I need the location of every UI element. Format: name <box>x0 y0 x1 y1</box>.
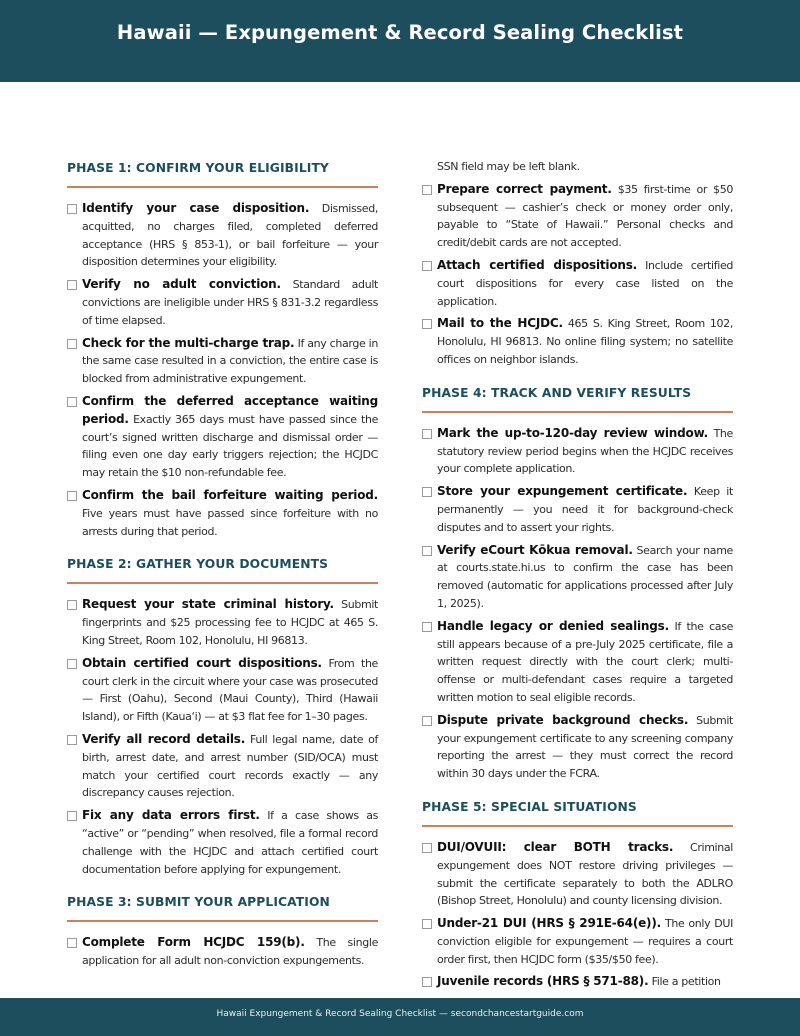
checklist-item[interactable] <box>67 655 378 726</box>
checkbox[interactable] <box>422 185 432 195</box>
item-body: The only DUI conviction eligible for expungement — requires a court order first, then HCJDC form ($35/$50 fee). <box>437 917 733 966</box>
item-lead: Prepare correct payment. <box>437 181 612 196</box>
item-body: If any charge in the same case resulted in a conviction, the entire case is blocked from administrative expungement. <box>82 336 378 386</box>
checkbox[interactable] <box>422 919 432 929</box>
checkbox[interactable] <box>422 546 432 556</box>
item-lead: Request your state criminal history. <box>82 597 334 612</box>
checklist-item[interactable] <box>422 181 733 252</box>
checkbox[interactable] <box>67 204 77 214</box>
checkbox[interactable] <box>422 261 432 271</box>
phase-4-title: PHASE 4: TRACK AND VERIFY RESULTS <box>422 383 733 413</box>
item-lead: Juvenile records (HRS § 571-88). <box>437 974 649 989</box>
item-body: The single application for all adult non-conviction expungements. <box>82 936 378 968</box>
item-lead: DUI/OVUII: clear BOTH tracks. <box>437 839 674 854</box>
item-body: Search your name at courts.state.hi.us to confirm the case has been removed (automatic for applications processed after July 1, 2025). <box>437 543 733 610</box>
item-lead: Obtain certified court dispositions. <box>82 655 322 670</box>
checklist-item[interactable] <box>67 934 378 970</box>
checklist-item[interactable] <box>422 618 733 707</box>
item-lead: Confirm the deferred acceptance waiting period. <box>82 393 378 426</box>
item-lead: Verify eCourt Kōkua removal. <box>437 542 633 557</box>
page-header <box>0 0 800 82</box>
continued-text <box>422 158 733 176</box>
item-lead: Complete Form HCJDC 159(b). <box>82 935 305 950</box>
checkbox[interactable] <box>422 716 432 726</box>
checklist-item[interactable] <box>67 276 378 329</box>
left-column <box>67 158 378 975</box>
item-body: $35 first-time or $50 subsequent — cashier’s check or money order only, payable to “State of Hawaii.” Personal checks and credit/debit cards are not accepted. <box>437 182 733 250</box>
item-lead: Identify your case disposition. <box>82 201 310 215</box>
page-footer <box>0 998 800 1036</box>
checkbox[interactable] <box>422 977 432 987</box>
checklist-item[interactable] <box>422 483 733 536</box>
item-body: If a case shows as “active” or “pending” when resolved, file a formal record challenge with the HCJDC and attach certified court documentation before applying for expungement. <box>82 809 378 876</box>
item-lead: Verify all record details. <box>82 731 246 746</box>
page-title: Hawaii — Expungement & Record Sealing Checklist <box>116 21 684 44</box>
checklist-item[interactable] <box>67 200 378 271</box>
checklist-item[interactable] <box>422 839 733 910</box>
item-body: Five years must have passed since forfeiture with no arrests during that period. <box>82 506 378 538</box>
checkbox[interactable] <box>67 735 77 745</box>
checklist-item[interactable] <box>67 731 378 802</box>
item-lead: Handle legacy or denied sealings. <box>437 618 669 633</box>
phase-5-title: PHASE 5: SPECIAL SITUATIONS <box>422 797 733 827</box>
checkbox[interactable] <box>422 429 432 439</box>
checklist-item[interactable] <box>422 257 733 310</box>
item-body: Dismissed, acquitted, no charges filed, completed deferred acceptance (HRS § 853-1), or bail forfeiture — your disposition determines your eligibility. <box>82 202 378 269</box>
checkbox[interactable] <box>67 491 77 501</box>
checklist-item[interactable] <box>422 712 733 783</box>
item-body: Include certified court dispositions for every case listed on the application. <box>437 258 733 308</box>
item-body: Keep it permanently — you need it for background-check disputes and to assert your rights. <box>437 485 733 534</box>
item-lead: Verify no adult conviction. <box>82 277 281 292</box>
checklist-item[interactable] <box>422 425 733 478</box>
item-body: From the court clerk in the circuit where your case was prosecuted — First (Oahu), Second (Maui County), Third (Hawaii Island), or Fifth (Kaua‘i) — at $3 flat fee for 1–30 pages. <box>82 656 378 724</box>
item-body-continued: SSN field may be left blank. <box>437 160 580 173</box>
checkbox[interactable] <box>422 487 432 497</box>
item-body: 465 S. King Street, Room 102, Honolulu, HI 96813. No online filing system; no satellite offices on neighbor islands. <box>437 317 733 366</box>
checklist-item[interactable] <box>422 542 733 613</box>
checkbox[interactable] <box>422 319 432 329</box>
item-body: Submit your expungement certificate to any screening company reporting the arrest — they must correct the record within 30 days under the FCRA. <box>437 713 733 781</box>
footer-text: Hawaii Expungement & Record Sealing Checklist — secondchancestartguide.com <box>216 1009 584 1019</box>
phase-3-title: PHASE 3: SUBMIT YOUR APPLICATION <box>67 892 378 922</box>
checklist-item[interactable] <box>67 393 378 482</box>
item-lead: Attach certified dispositions. <box>437 257 638 272</box>
item-body: Criminal expungement does NOT restore driving privileges — submit the certificate separately to both the ADLRO (Bishop Street, Honolulu) and county licensing division. <box>437 840 733 908</box>
checklist-item[interactable] <box>67 487 378 540</box>
checkbox[interactable] <box>67 397 77 407</box>
item-lead: Store your expungement certificate. <box>437 484 688 499</box>
checkbox[interactable] <box>67 280 77 290</box>
checkbox[interactable] <box>422 622 432 632</box>
item-body: If the case still appears because of a pre-July 2025 certificate, file a written request directly with the court clerk; multi-offense or multi-defendant cases require a targeted written motion to seal eligible records. <box>437 619 733 704</box>
item-body: Standard adult convictions are ineligible under HRS § 831-3.2 regardless of time elapsed. <box>82 278 378 327</box>
phase-2-title: PHASE 2: GATHER YOUR DOCUMENTS <box>67 554 378 584</box>
checklist-item[interactable] <box>422 915 733 968</box>
item-body: Submit fingerprints and $25 processing fee to HCJDC at 465 S. King Street, Room 102, Honolulu, HI 96813. <box>82 598 378 647</box>
item-lead: Check for the multi-charge trap. <box>82 335 295 350</box>
item-body: The statutory review period begins when the HCJDC receives your complete application. <box>437 426 733 476</box>
item-lead: Mail to the HCJDC. <box>437 316 563 331</box>
item-body: File a petition <box>651 975 721 989</box>
checkbox[interactable] <box>422 843 432 853</box>
item-lead: Under-21 DUI (HRS § 291E-64(e)). <box>437 916 661 931</box>
checklist-item[interactable] <box>67 596 378 649</box>
checkbox[interactable] <box>67 811 77 821</box>
checklist-item[interactable] <box>422 973 733 991</box>
item-lead: Confirm the bail forfeiture waiting period. <box>82 487 378 502</box>
item-lead: Dispute private background checks. <box>437 712 689 727</box>
item-body: Exactly 365 days must have passed since the court’s signed written discharge and dismissal order — filing even one day early triggers rejection; the HCJDC may retain the $10 non-refundable fee. <box>82 412 378 480</box>
checkbox[interactable] <box>67 339 77 349</box>
checklist-item[interactable] <box>67 335 378 388</box>
item-body: Full legal name, date of birth, arrest date, and arrest number (SID/OCA) must match your certified court records exactly — any discrepancy causes rejection. <box>82 732 378 800</box>
item-lead: Mark the up-to-120-day review window. <box>437 425 709 440</box>
checkbox[interactable] <box>67 600 77 610</box>
right-column <box>422 158 733 996</box>
checklist-item[interactable] <box>67 807 378 878</box>
phase-1-title: PHASE 1: CONFIRM YOUR ELIGIBILITY <box>67 158 378 188</box>
item-lead: Fix any data errors first. <box>82 808 260 823</box>
checkbox[interactable] <box>67 938 77 948</box>
checkbox[interactable] <box>67 659 77 669</box>
checklist-item[interactable] <box>422 315 733 368</box>
